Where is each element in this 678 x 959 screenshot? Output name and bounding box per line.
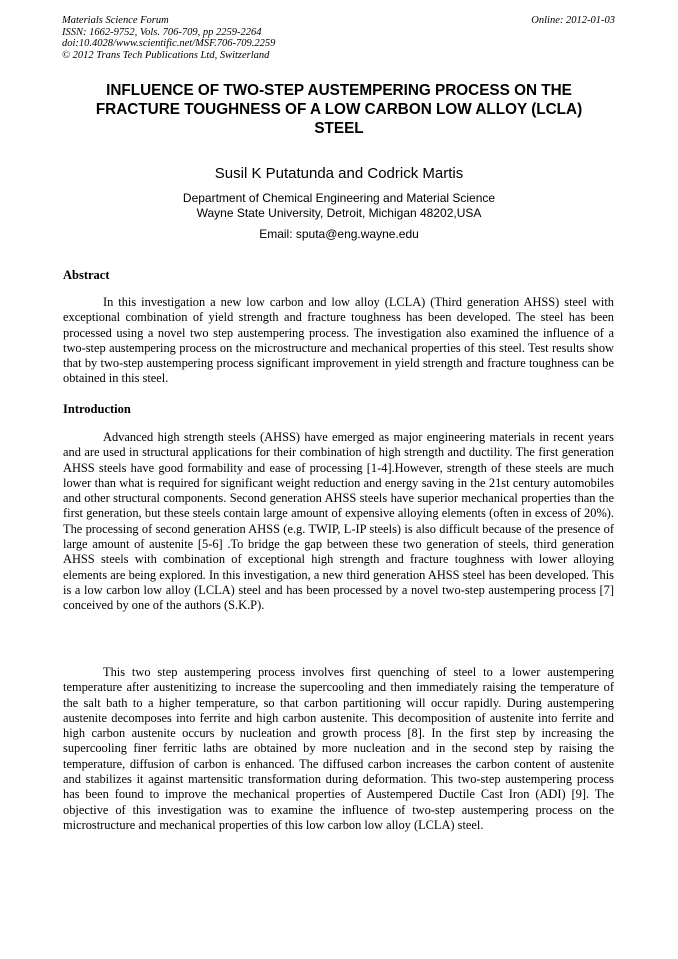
online-date: Online: 2012-01-03 [531, 15, 615, 26]
authors: Susil K Putatunda and Codrick Martis [214, 165, 464, 182]
copyright-line: © 2012 Trans Tech Publications Ltd, Switzerland [62, 49, 270, 61]
introduction-paragraph: This two step austempering process involves first quenching of steel to a lower austempering temperature after austenitizing to increase the supercooling and then immediately raising the temperature of the salt bath to a higher temperature, so that carbon partitioning will occur rapidly. During austempering austenite decomposes into ferrite and high carbon austenite. This decomposition of austenite into ferrite and high carbon austenite occurs by nucleation and growth process [8]. In the first step by increasing the supercooling finer ferritic laths are obtained by more nucleation and in the second step by raising the temperature, diffusion of carbon is enhanced. The diffused carbon increases the carbon content of austenite and stabilizes it against martensitic transformation during deformation. This two-step austempering process has been found to improve the mechanical properties of Austempered Ductile Cast Iron (ADI) [9]. The objective of this investigation was to examine the influence of two-step austempering process on the microstructure and mechanical properties of this low carbon low alloy (LCLA) steel. [63, 665, 614, 832]
title-line: STEEL [314, 120, 364, 137]
abstract-paragraph: In this investigation a new low carbon and low alloy (LCLA) (Third generation AHSS) steel with exceptional combination of yield strength and fracture toughness has been developed. The steel has been processed using a novel two step austempering process. The investigation also examined the influence of a two-step austempering process on the microstructure and mechanical properties of this steel. Test results show that by two-step austempering process significant improvement in yield strength and fracture toughness can be obtained in this steel. [63, 295, 614, 386]
title-line: INFLUENCE OF TWO-STEP AUSTEMPERING PROCESS ON THE [106, 82, 572, 99]
issn-line: ISSN: 1662-9752, Vols. 706-709, pp 2259-2264 [62, 26, 262, 38]
affiliation-line: Department of Chemical Engineering and Material Science [182, 191, 496, 205]
affiliation [62, 191, 616, 221]
affiliation-line: Wayne State University, Detroit, Michigan 48202,USA [196, 206, 482, 220]
email: Email: sputa@eng.wayne.edu [259, 227, 419, 241]
title-line: FRACTURE TOUGHNESS OF A LOW CARBON LOW ALLOY (LCLA) [95, 101, 583, 118]
doi-line: doi:10.4028/www.scientific.net/MSF.706-709.2259 [62, 38, 276, 49]
journal-name: Materials Science Forum [62, 15, 169, 26]
paper-title [62, 81, 616, 138]
abstract-heading: Abstract [63, 268, 110, 282]
introduction-heading: Introduction [63, 402, 131, 416]
introduction-paragraph: Advanced high strength steels (AHSS) have emerged as major engineering materials in recent years and are used in structural applications for their combination of high strength and ductility. The first generation AHSS steels have good formability and ease of processing [1-4].However, strength of these steels are much lower than what is required for significant weight reduction and energy saving in the 21st century automobiles and other structural components. Second generation AHSS steels have superior mechanical properties than the first generation, but these steels contain large amount of expensive alloying elements (often in excess of 20%). The processing of second generation AHSS (e.g. TWIP, L-IP steels) is also difficult because of the presence of large amount of austenite [5-6] .To bridge the gap between these two generation of steels, third generation AHSS steels with combination of exceptional high strength and fracture toughness with lower alloying elements are being explored. In this investigation, a new third generation AHSS steel has been developed. This is a low carbon low alloy (LCLA) steel and has been processed by a novel two-step austempering process [7] conceived by one of the authors (S.K.P). [63, 430, 614, 613]
journal-info [62, 15, 275, 61]
